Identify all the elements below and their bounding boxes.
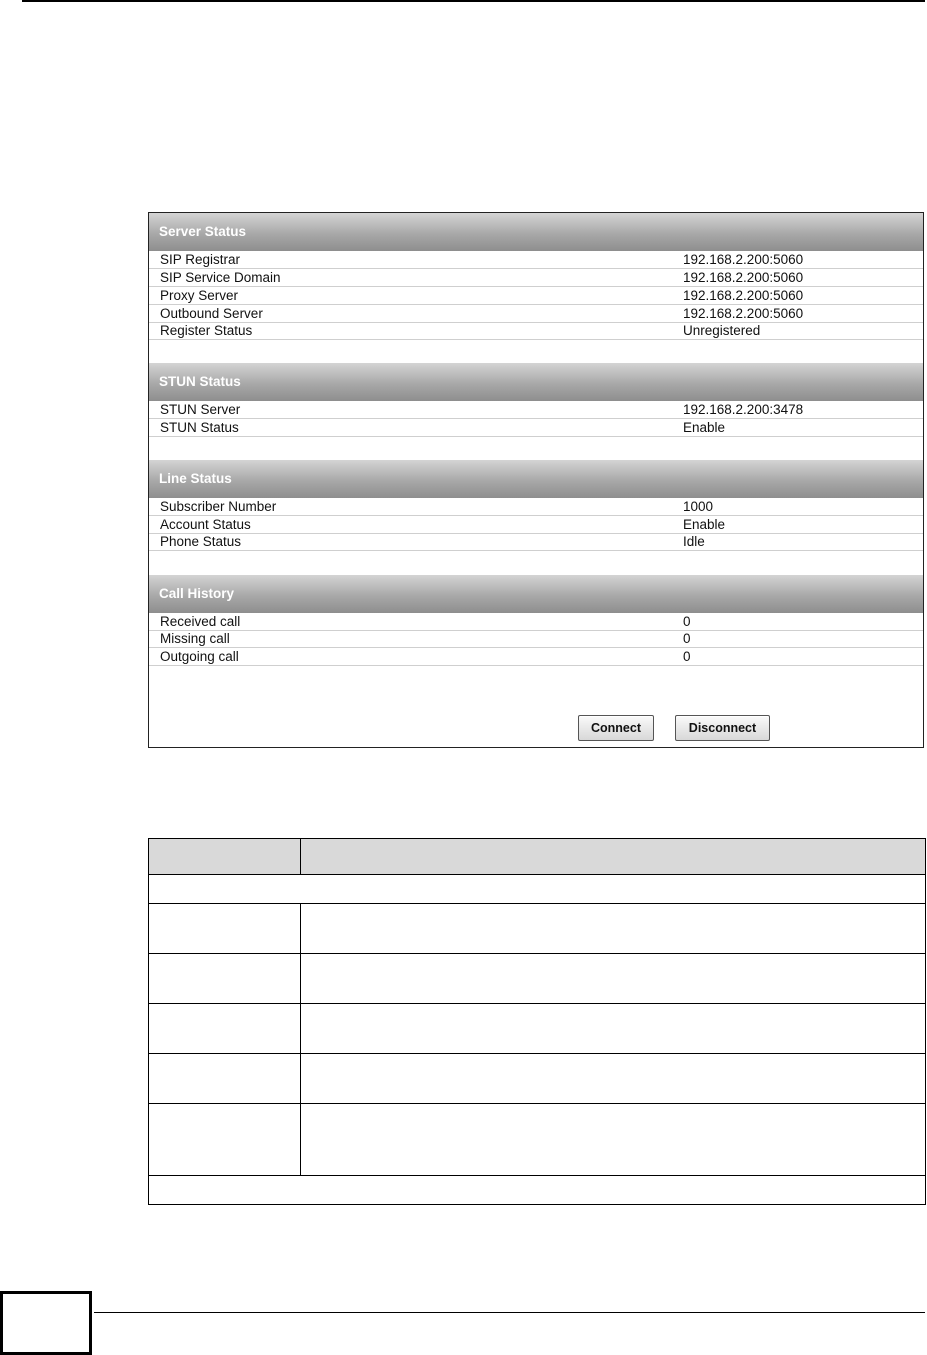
table-cell — [301, 1054, 926, 1104]
table-cell — [149, 1004, 301, 1054]
row-sip-service-domain — [149, 269, 923, 287]
row-missing-call — [149, 630, 923, 648]
row-label: Proxy Server — [160, 288, 239, 303]
table-row — [149, 954, 926, 1004]
row-phone-status — [149, 533, 923, 551]
row-stun-server — [149, 401, 923, 419]
row-value: 192.168.2.200:3478 — [683, 402, 804, 417]
table-row — [149, 1176, 926, 1205]
row-value: 192.168.2.200:5060 — [683, 306, 804, 321]
row-stun-status — [149, 419, 923, 437]
table-header-cell — [149, 839, 301, 875]
section-header-stun-status: STUN Status — [149, 363, 923, 401]
row-label: STUN Status — [160, 420, 239, 435]
row-value: 192.168.2.200:5060 — [683, 288, 804, 303]
table-cell — [301, 1104, 926, 1176]
row-value: 0 — [683, 614, 691, 629]
row-outgoing-call — [149, 648, 923, 666]
row-value: 1000 — [683, 499, 714, 514]
row-account-status — [149, 516, 923, 534]
section-header-call-history: Call History — [149, 575, 923, 613]
row-label: Missing call — [160, 631, 230, 646]
row-value: Unregistered — [683, 323, 761, 338]
field-description-table — [148, 838, 926, 1205]
row-outbound-server — [149, 305, 923, 323]
table-cell — [149, 875, 926, 904]
row-label: Outbound Server — [160, 306, 263, 321]
header-rule — [22, 0, 925, 2]
table-row — [149, 1004, 926, 1054]
row-sip-registrar — [149, 251, 923, 269]
table-row — [149, 904, 926, 954]
row-label: SIP Service Domain — [160, 270, 281, 285]
table-cell — [149, 1104, 301, 1176]
row-value: 0 — [683, 631, 691, 646]
section-header-server-status: Server Status — [149, 213, 923, 251]
row-subscriber-number — [149, 498, 923, 516]
row-label: SIP Registrar — [160, 252, 241, 267]
table-row — [149, 1054, 926, 1104]
voip-status-panel — [148, 212, 924, 748]
row-value: 192.168.2.200:5060 — [683, 270, 804, 285]
row-label: Received call — [160, 614, 241, 629]
table-row — [149, 875, 926, 904]
row-value: Enable — [683, 420, 726, 435]
table-cell — [149, 954, 301, 1004]
row-received-call — [149, 613, 923, 631]
row-value: Enable — [683, 517, 726, 532]
row-label: Outgoing call — [160, 649, 239, 664]
row-label: STUN Server — [160, 402, 241, 417]
table-cell — [301, 1004, 926, 1054]
table-cell — [301, 904, 926, 954]
row-register-status — [149, 322, 923, 340]
section-header-line-status: Line Status — [149, 460, 923, 498]
connect-button[interactable]: Connect — [578, 715, 654, 741]
table-cell — [301, 954, 926, 1004]
table-header-row — [149, 839, 926, 875]
row-label: Subscriber Number — [160, 499, 277, 514]
page-number-box — [0, 1291, 92, 1355]
row-value: Idle — [683, 534, 705, 549]
footer-rule — [94, 1312, 925, 1313]
row-label: Account Status — [160, 517, 251, 532]
table-cell — [149, 904, 301, 954]
row-label: Register Status — [160, 323, 253, 338]
table-row — [149, 1104, 926, 1176]
table-header-cell — [301, 839, 926, 875]
row-proxy-server — [149, 287, 923, 305]
row-value: 0 — [683, 649, 691, 664]
table-cell — [149, 1054, 301, 1104]
row-label: Phone Status — [160, 534, 242, 549]
disconnect-button[interactable]: Disconnect — [675, 715, 770, 741]
row-value: 192.168.2.200:5060 — [683, 252, 804, 267]
table-cell — [149, 1176, 926, 1205]
